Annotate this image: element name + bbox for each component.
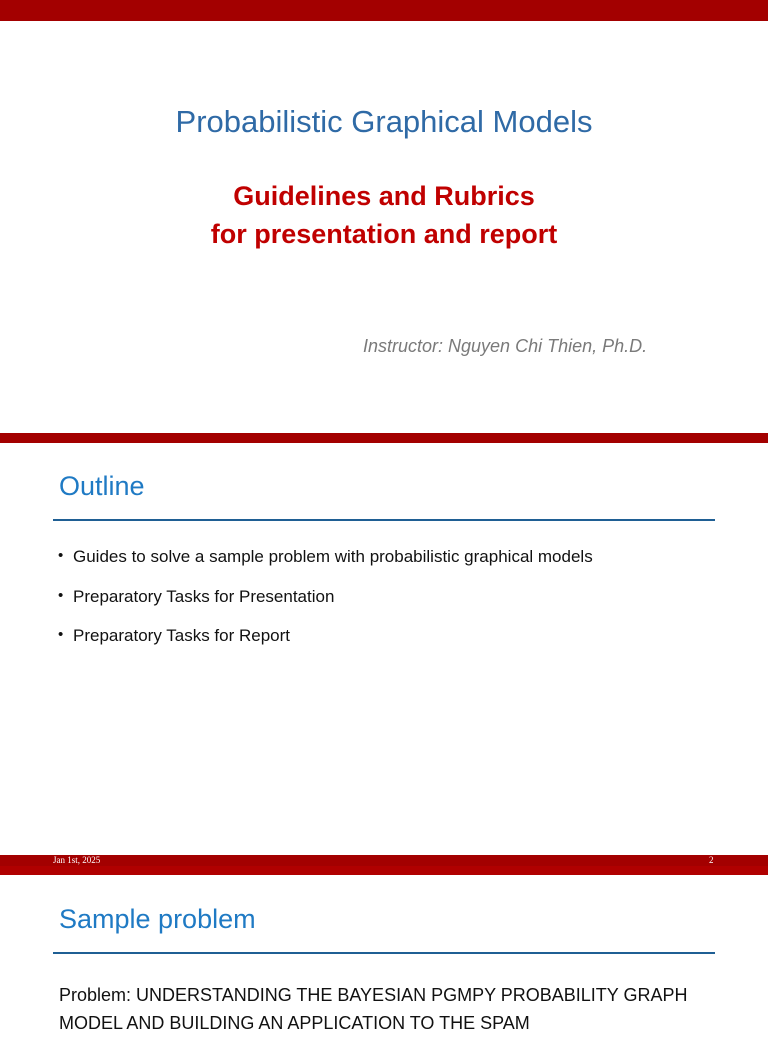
bullet-icon: •	[58, 626, 64, 643]
subtitle-line-2: for presentation and report	[210, 219, 558, 249]
bullet-icon: •	[58, 547, 64, 564]
list-item	[58, 546, 593, 568]
footer-date: Jan 1st, 2025	[53, 855, 101, 865]
list-item	[58, 625, 593, 647]
outline-heading: Outline	[59, 471, 145, 501]
problem-statement: Problem: UNDERSTANDING THE BAYESIAN PGMPY PROBABILITY GRAPH MODEL AND BUILDING AN APPLICATION TO THE SPAM	[59, 985, 688, 1033]
heading-underline	[53, 519, 715, 521]
slide-title: Probabilistic Graphical Models	[175, 104, 593, 139]
instructor-credit: Instructor: Nguyen Chi Thien, Ph.D.	[363, 336, 648, 356]
subtitle-line-1: Guidelines and Rubrics	[233, 181, 535, 211]
slide-top-band	[0, 0, 768, 21]
outline-list	[58, 546, 593, 665]
slide-subtitle	[0, 177, 768, 253]
slide-separator-band	[0, 433, 768, 443]
list-item-text: Guides to solve a sample problem with probabilistic graphical models	[73, 547, 593, 566]
sample-problem-heading: Sample problem	[59, 904, 256, 934]
slide-footer-band	[0, 855, 768, 866]
list-item-text: Preparatory Tasks for Report	[73, 626, 290, 645]
heading-underline	[53, 952, 715, 954]
list-item-text: Preparatory Tasks for Presentation	[73, 586, 335, 606]
page-number: 2	[709, 855, 714, 865]
bullet-icon: •	[58, 586, 64, 604]
list-item	[58, 586, 593, 608]
slide-separator-band	[0, 866, 768, 875]
